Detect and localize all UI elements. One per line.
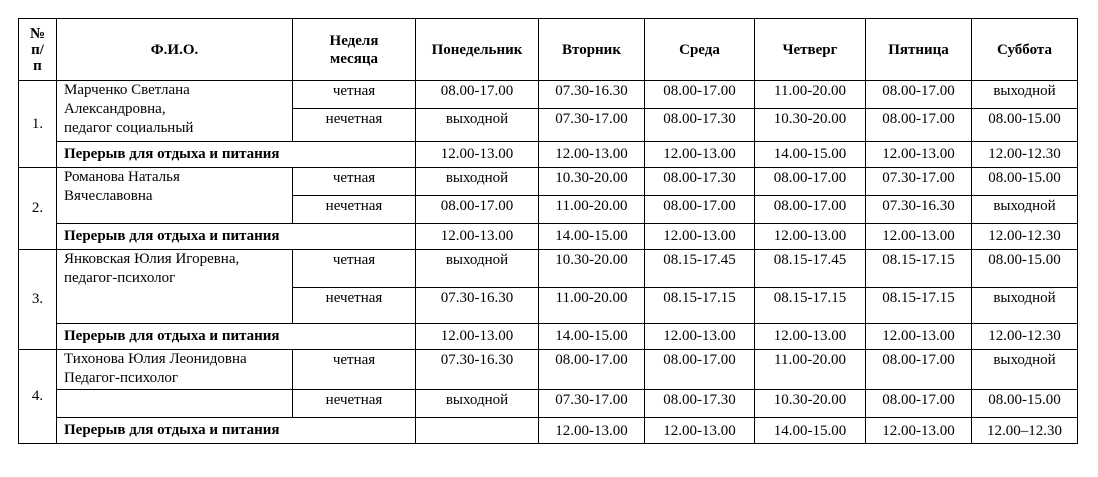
break-cell: 12.00-13.00 [416, 142, 539, 168]
schedule-cell: выходной [416, 390, 539, 418]
schedule-cell: выходной [972, 350, 1078, 390]
staff-name: Марченко Светлана Александровна, педагог социальный [57, 81, 293, 142]
schedule-cell: выходной [416, 168, 539, 196]
break-cell [416, 418, 539, 444]
header-friday: Пятница [866, 19, 972, 81]
schedule-cell: 08.00-17.30 [645, 109, 755, 142]
table-row [19, 390, 1078, 418]
week-parity: четная [293, 81, 416, 109]
schedule-cell: выходной [972, 288, 1078, 324]
header-week: Неделя месяца [293, 19, 416, 81]
schedule-cell: 08.00-17.30 [645, 168, 755, 196]
schedule-cell: 08.00-17.00 [539, 350, 645, 390]
schedule-cell: 08.00-17.00 [866, 350, 972, 390]
schedule-cell: 08.00-17.30 [645, 390, 755, 418]
break-cell: 12.00-12.30 [972, 142, 1078, 168]
table-row [19, 250, 1078, 288]
schedule-cell: 07.30-16.30 [416, 350, 539, 390]
schedule-cell: 08.00-17.00 [755, 168, 866, 196]
schedule-cell: 07.30-16.30 [539, 81, 645, 109]
schedule-cell: 08.00-15.00 [972, 250, 1078, 288]
header-row [19, 19, 1078, 81]
schedule-cell: 11.00-20.00 [539, 288, 645, 324]
week-parity: нечетная [293, 390, 416, 418]
table-row [19, 350, 1078, 390]
schedule-cell: 07.30-17.00 [539, 109, 645, 142]
break-cell: 12.00-13.00 [539, 418, 645, 444]
break-cell: 14.00-15.00 [755, 142, 866, 168]
break-cell: 12.00-13.00 [539, 142, 645, 168]
schedule-cell: выходной [416, 109, 539, 142]
break-row [19, 224, 1078, 250]
schedule-cell: 08.15-17.15 [866, 250, 972, 288]
break-cell: 12.00-13.00 [416, 324, 539, 350]
break-cell: 12.00-13.00 [755, 224, 866, 250]
break-row [19, 142, 1078, 168]
break-cell: 12.00-13.00 [645, 142, 755, 168]
table-row [19, 168, 1078, 196]
schedule-cell: 08.00-15.00 [972, 168, 1078, 196]
break-cell: 12.00-13.00 [866, 142, 972, 168]
break-label: Перерыв для отдыха и питания [57, 324, 416, 350]
break-cell: 12.00-13.00 [416, 224, 539, 250]
break-cell: 12.00-12.30 [972, 224, 1078, 250]
table-row [19, 81, 1078, 109]
header-fio: Ф.И.О. [57, 19, 293, 81]
schedule-cell: 11.00-20.00 [755, 81, 866, 109]
schedule-cell: 08.00-17.00 [866, 109, 972, 142]
break-label: Перерыв для отдыха и питания [57, 224, 416, 250]
schedule-cell: 10.30-20.00 [539, 168, 645, 196]
header-tuesday: Вторник [539, 19, 645, 81]
schedule-cell: 11.00-20.00 [755, 350, 866, 390]
break-label: Перерыв для отдыха и питания [57, 142, 416, 168]
row-number: 1. [19, 81, 57, 168]
schedule-cell: 07.30-17.00 [539, 390, 645, 418]
header-thursday: Четверг [755, 19, 866, 81]
schedule-cell: 08.00-17.00 [416, 196, 539, 224]
schedule-cell: выходной [416, 250, 539, 288]
schedule-cell: 11.00-20.00 [539, 196, 645, 224]
break-cell: 12.00–12.30 [972, 418, 1078, 444]
week-parity: четная [293, 168, 416, 196]
header-wednesday: Среда [645, 19, 755, 81]
schedule-cell: выходной [972, 81, 1078, 109]
staff-name: Романова Наталья Вячеславовна [57, 168, 293, 224]
header-num: № п/ п [19, 19, 57, 81]
schedule-cell: 08.00-17.00 [645, 196, 755, 224]
schedule-cell: 10.30-20.00 [755, 109, 866, 142]
break-row [19, 324, 1078, 350]
schedule-cell: 08.00-17.00 [416, 81, 539, 109]
row-number: 2. [19, 168, 57, 250]
schedule-table [18, 18, 1078, 444]
break-cell: 12.00-13.00 [866, 418, 972, 444]
schedule-cell: 07.30-17.00 [866, 168, 972, 196]
schedule-cell: 08.00-17.00 [755, 196, 866, 224]
staff-name: Тихонова Юлия Леонидовна Педагог-психолог [57, 350, 293, 390]
staff-name: Янковская Юлия Игоревна, педагог-психолог [57, 250, 293, 324]
header-saturday: Суббота [972, 19, 1078, 81]
break-cell: 14.00-15.00 [539, 324, 645, 350]
schedule-cell: 08.15-17.15 [645, 288, 755, 324]
break-cell: 14.00-15.00 [755, 418, 866, 444]
break-cell: 12.00-12.30 [972, 324, 1078, 350]
header-monday: Понедельник [416, 19, 539, 81]
week-parity: нечетная [293, 288, 416, 324]
break-cell: 12.00-13.00 [866, 224, 972, 250]
break-cell: 12.00-13.00 [866, 324, 972, 350]
break-cell: 12.00-13.00 [755, 324, 866, 350]
schedule-cell: 10.30-20.00 [755, 390, 866, 418]
schedule-cell: 08.00-17.00 [866, 81, 972, 109]
schedule-cell: 08.00-15.00 [972, 390, 1078, 418]
week-parity: четная [293, 350, 416, 390]
schedule-cell: выходной [972, 196, 1078, 224]
row-number: 4. [19, 350, 57, 444]
schedule-cell: 07.30-16.30 [416, 288, 539, 324]
schedule-cell: 08.15-17.45 [645, 250, 755, 288]
break-row [19, 418, 1078, 444]
schedule-cell: 08.15-17.15 [755, 288, 866, 324]
schedule-cell: 08.00-15.00 [972, 109, 1078, 142]
staff-name-empty [57, 390, 293, 418]
break-cell: 12.00-13.00 [645, 418, 755, 444]
row-number: 3. [19, 250, 57, 350]
break-cell: 14.00-15.00 [539, 224, 645, 250]
schedule-cell: 10.30-20.00 [539, 250, 645, 288]
break-label: Перерыв для отдыха и питания [57, 418, 416, 444]
schedule-cell: 07.30-16.30 [866, 196, 972, 224]
schedule-cell: 08.00-17.00 [645, 350, 755, 390]
week-parity: нечетная [293, 196, 416, 224]
schedule-cell: 08.00-17.00 [645, 81, 755, 109]
schedule-cell: 08.15-17.45 [755, 250, 866, 288]
week-parity: четная [293, 250, 416, 288]
break-cell: 12.00-13.00 [645, 224, 755, 250]
schedule-cell: 08.15-17.15 [866, 288, 972, 324]
week-parity: нечетная [293, 109, 416, 142]
break-cell: 12.00-13.00 [645, 324, 755, 350]
schedule-cell: 08.00-17.00 [866, 390, 972, 418]
